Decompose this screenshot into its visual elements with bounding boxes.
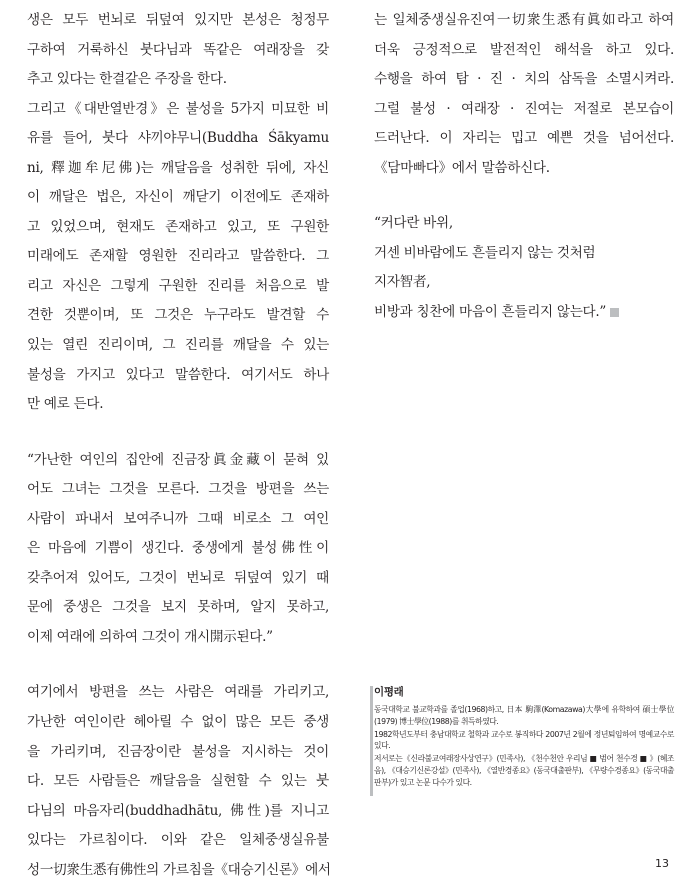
text-line: 다. 모든 사람들은 깨달음을 실현할 수 있는 붓 xyxy=(27,773,329,790)
text-line: 그럴 불성 · 여래장 · 진여는 저절로 본모습이 xyxy=(374,100,674,117)
text-line: 는 일체중생실유진여一切衆生悉有眞如라고 하여 xyxy=(374,12,674,28)
text-line: 고 있었으며, 현재도 존재하고 있고, 또 구원한 xyxy=(27,218,329,235)
text-line: 문에 중생은 그것을 보지 못하며, 알지 못하고, xyxy=(27,599,329,616)
text-line: 사람이 파내서 보여주니까 그때 비로소 그 여인 xyxy=(27,510,329,527)
text-line: 더욱 긍정적으로 발전적인 해석을 하고 있다. xyxy=(374,41,674,58)
text-line: 구하여 거룩하신 붓다님과 똑같은 여래장을 갖 xyxy=(27,41,329,58)
text-line: 가난한 여인이란 헤아릴 수 없이 많은 모든 중생 xyxy=(27,714,329,731)
text-line xyxy=(374,298,674,328)
text-line: 거센 비바람에도 흔들리지 않는 것처럼 xyxy=(374,244,596,261)
text-line: 미래에도 존재할 영원한 진리라고 말씀한다. 그 xyxy=(27,248,329,265)
text-line: 생은 모두 번뇌로 뒤덮여 있지만 본성은 청정무 xyxy=(27,12,329,28)
text-line: “가난한 여인의 집안에 진금장眞金藏이 묻혀 있 xyxy=(27,451,329,468)
text-line: 이제 여래에 의하여 그것이 개시開示된다.” xyxy=(27,628,273,645)
text-line: 있다는 가르침이다. 이와 같은 일체중생실유불 xyxy=(27,832,329,849)
body-paragraph xyxy=(27,95,329,420)
page-number: 13 xyxy=(655,857,669,870)
author-bio-line: 저서로는《신라불교여래장사상연구》(민족사), 《천수천안 우리님 ■ 범어 천수경 ■ 》(혜조음), 《대승기신론강설》(민족사), 《열반경종요》(동국대출판부), 《무량수경종요》(동국대출판부)가 있고 논문 다수가 있다. xyxy=(374,754,674,787)
right-column xyxy=(374,6,674,327)
text-line: 갖추어져 있어도, 그것이 번뇌로 뒤덮여 있기 때 xyxy=(27,569,329,586)
author-name: 이평래 xyxy=(374,686,404,698)
block-quote xyxy=(27,446,329,653)
left-column xyxy=(27,6,329,885)
text-line: 리고 자신은 그렇게 구원한 진리를 처음으로 발 xyxy=(27,277,329,294)
text-line: 여기에서 방편을 쓰는 사람은 여래를 가리키고, xyxy=(27,684,329,701)
text-line: 을 가리키며, 진금장이란 불성을 지시하는 것이 xyxy=(27,743,329,760)
text-line: ni, 釋迦牟尼佛)는 깨달음을 성취한 뒤에, 자신 xyxy=(27,159,329,176)
author-rule xyxy=(370,686,373,796)
text-line: 이 깨달은 법은, 자신이 깨닫기 이전에도 존재하 xyxy=(27,189,329,206)
body-paragraph xyxy=(27,678,329,885)
text-line: 지자智者, xyxy=(374,274,431,291)
body-paragraph xyxy=(27,6,329,95)
text-line: 있는 열린 진리이며, 그 진리를 깨달을 수 있는 xyxy=(27,337,329,354)
text-line: 수행을 하여 탐 · 진 · 치의 삼독을 소멸시켜라. xyxy=(374,71,674,88)
text-line: 만 예로 든다. xyxy=(27,396,104,413)
text-line: 드러난다. 이 자리는 밉고 예쁜 것을 넘어선다. xyxy=(374,130,674,147)
text-line: 견한 것뿐이며, 또 그것은 누구라도 발견할 수 xyxy=(27,307,329,324)
text-line: 성一切衆生悉有佛性의 가르침을《대승기신론》에서 xyxy=(27,861,331,878)
text-line: 어도 그녀는 그것을 모른다. 그것을 방편을 쓰는 xyxy=(27,481,329,498)
text-line: 불성을 가지고 있다고 말씀한다. 여기서도 하나 xyxy=(27,366,329,383)
text-line: 《담마빠다》에서 말씀하신다. xyxy=(374,159,550,176)
text-line: 은 마음에 기쁨이 생긴다. 중생에게 불성佛性이 xyxy=(27,540,329,557)
verse-last-text: 비방과 칭찬에 마음이 흔들리지 않는다.” xyxy=(374,303,607,320)
author-profile xyxy=(374,684,674,790)
author-bio-line: 1982학년도부터 충남대학교 철학과 교수로 봉직하다 2007년 2월에 정년퇴임하여 명예교수로 있다. xyxy=(374,729,674,751)
text-line: 그리고《대반열반경》은 불성을 5가지 미묘한 비 xyxy=(27,100,329,117)
text-line: 유를 들어, 붓다 샤끼야무니(Buddha Śākyamu xyxy=(27,130,329,147)
text-line: 다님의 마음자리(buddhadhātu, 佛性)를 지니고 xyxy=(27,802,329,819)
end-mark-icon xyxy=(610,308,619,317)
text-line: “커다란 바위, xyxy=(374,215,453,232)
verse-quote xyxy=(374,209,674,327)
author-bio-line: 동국대학교 불교학과를 졸업(1968)하고, 日本 駒澤(Komazawa)大學에 유학하여 碩士學位(1979) 博士學位(1988)를 취득하였다. xyxy=(374,705,674,726)
body-paragraph xyxy=(374,6,674,183)
text-line: 추고 있다는 한결같은 주장을 한다. xyxy=(27,71,227,88)
